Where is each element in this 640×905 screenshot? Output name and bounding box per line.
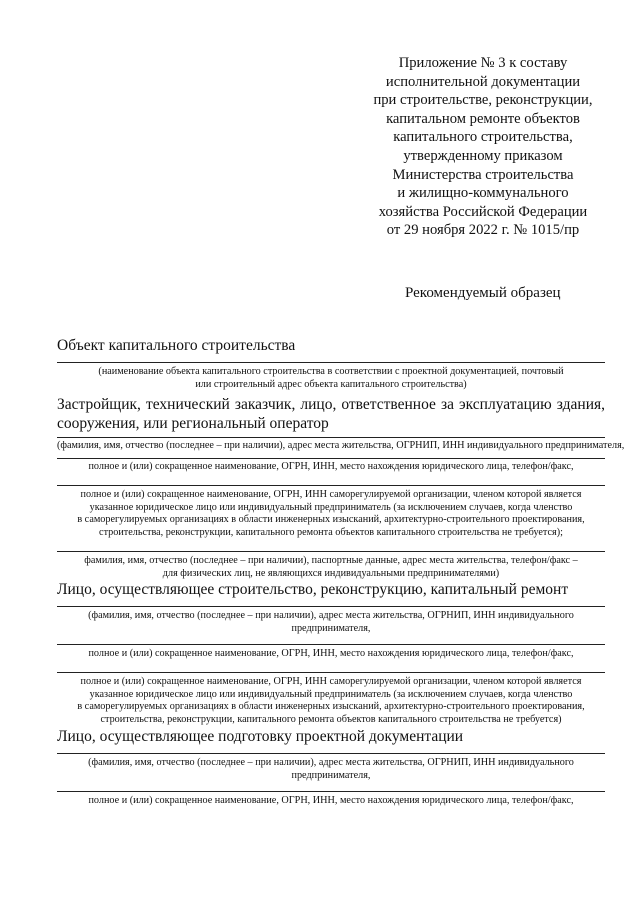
developer-caption-legal [57, 461, 605, 474]
object-heading: Объект капитального строительства [57, 337, 296, 354]
caption-line: для физических лиц, не являющихся индивидуальными предпринимателями) [162, 567, 500, 579]
appendix-line: при строительстве, реконструкции, [373, 92, 593, 109]
caption-line: (наименование объекта капитального строительства в соответствии с проектной документацией, почтовый [98, 366, 564, 377]
designer-heading: Лицо, осуществляющее подготовку проектной документации [57, 728, 464, 745]
designer-fill-line [57, 791, 605, 792]
caption-line: полное и (или) сокращенное наименование, ОГРН, ИНН, место нахождения юридического лица, телефон/факс, [88, 795, 574, 806]
builder-heading: Лицо, осуществляющее строительство, реконструкцию, капитальный ремонт [57, 581, 569, 598]
object-caption [57, 366, 605, 391]
caption-line: полное и (или) сокращенное наименование, ОГРН, ИНН саморегулируемой организации, членом которой является [80, 676, 582, 687]
designer-fill-line [57, 753, 605, 754]
appendix-line: от 29 ноября 2022 г. № 1015/пр [386, 222, 580, 239]
caption-line: указанное юридическое лицо или индивидуальный предприниматель (за исключением случаев, когда членство [89, 501, 573, 513]
appendix-line: исполнительной документации [385, 73, 581, 90]
recommended-sample-label: Рекомендуемый образец [405, 285, 561, 301]
builder-caption-sro [57, 676, 605, 726]
caption-line: указанное юридическое лицо или индивидуальный предприниматель (за исключением случаев, когда членство [89, 688, 573, 700]
caption-line: в саморегулируемых организациях в области инженерных изысканий, архитектурно-строительного проектирования, [77, 514, 585, 526]
builder-caption-legal [57, 648, 605, 661]
developer-fill-line [57, 485, 605, 486]
caption-line: полное и (или) сокращенное наименование, ОГРН, ИНН, место нахождения юридического лица, телефон/факс, [88, 648, 574, 659]
caption-line: строительства, реконструкции, капитального ремонта объектов капитального строительства не требуется) [100, 713, 562, 725]
builder-fill-line [57, 672, 605, 673]
developer-fill-line [57, 551, 605, 552]
developer-fill-line [57, 458, 605, 459]
developer-caption-person [57, 555, 605, 580]
appendix-line: и жилищно-коммунального [397, 185, 569, 202]
caption-line: фамилия, имя, отчество (последнее – при наличии), паспортные данные, адрес места жительства, телефон/факс – [84, 555, 578, 566]
appendix-line: капитального строительства, [393, 129, 573, 146]
developer-caption-ip [57, 440, 625, 453]
appendix-line: капитальном ремонте объектов [386, 110, 580, 127]
appendix-line: Приложение № 3 к составу [398, 55, 568, 71]
builder-fill-line [57, 606, 605, 607]
caption-line: или строительный адрес объекта капитального строительства) [195, 378, 467, 390]
caption-line: полное и (или) сокращенное наименование, ОГРН, ИНН саморегулируемой организации, членом которой является [80, 489, 582, 500]
developer-caption-sro [57, 489, 605, 539]
builder-caption-ip [57, 610, 605, 635]
caption-line: полное и (или) сокращенное наименование, ОГРН, ИНН, место нахождения юридического лица, телефон/факс, [88, 461, 574, 472]
caption-line: (фамилия, имя, отчество (последнее – при наличии), адрес места жительства, ОГРНИП, ИНН индивидуального предпринимателя, [57, 440, 625, 451]
caption-line: (фамилия, имя, отчество (последнее – при наличии), адрес места жительства, ОГРНИП, ИНН индивидуального [88, 757, 574, 768]
caption-line: предпринимателя, [291, 622, 371, 634]
developer-heading: Застройщик, технический заказчик, лицо, ответственное за эксплуатацию здания, сооружения, или региональный оператор [57, 396, 605, 432]
object-fill-line [57, 362, 605, 363]
developer-fill-line [57, 437, 605, 438]
caption-line: в саморегулируемых организациях в области инженерных изысканий, архитектурно-строительного проектирования, [77, 701, 585, 713]
appendix-line: Министерства строительства [392, 166, 574, 183]
builder-fill-line [57, 644, 605, 645]
designer-caption-legal [57, 795, 605, 808]
caption-line: строительства, реконструкции, капитального ремонта объектов капитального строительства не требуется); [99, 526, 563, 538]
appendix-line: хозяйства Российской Федерации [378, 203, 588, 220]
appendix-line: утвержденному приказом [403, 147, 563, 164]
caption-line: (фамилия, имя, отчество (последнее – при наличии), адрес места жительства, ОГРНИП, ИНН индивидуального [88, 610, 574, 621]
appendix-header [358, 54, 608, 240]
caption-line: предпринимателя, [291, 769, 371, 781]
designer-caption-ip [57, 757, 605, 782]
